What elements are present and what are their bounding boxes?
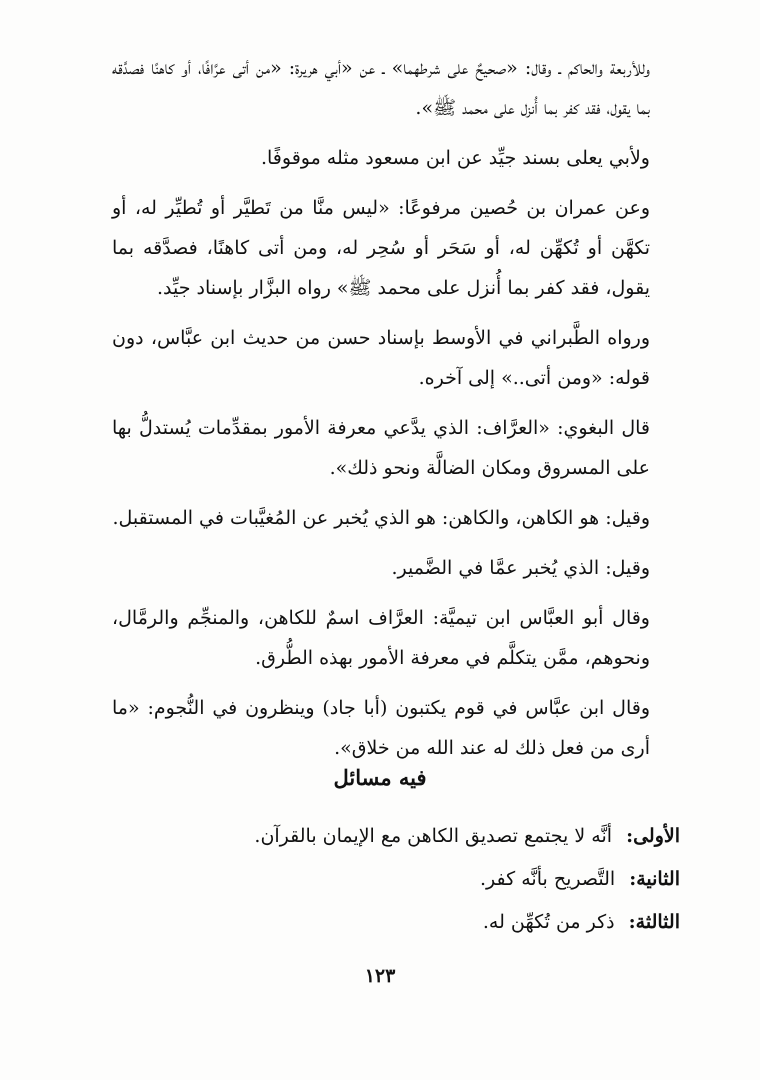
paragraph-4: ورواه الطَّبراني في الأوسط بإسناد حسن من حديث ابن عبَّاس، دون قوله: «ومن أتى..» إلى آخره. bbox=[112, 327, 650, 389]
section-heading: فيه مسائل bbox=[333, 765, 427, 790]
paragraph-1: وللأربعة والحاكم ـ وقال: «صحيحٌ على شرطهما» ـ عن «أبي هريرة: «من أتى عرَّافًا، أو كاهنًا فصدَّقه بما يقول، فقد كفر بما أُنزل على محمد ﷺ». bbox=[112, 57, 650, 119]
issue-item-3 bbox=[120, 901, 680, 944]
issue-item-1 bbox=[120, 815, 680, 858]
issue-label: الأولى: bbox=[626, 825, 680, 847]
issue-text: ذكر من تُكهِّن له. bbox=[482, 911, 615, 933]
issue-label: الثالثة: bbox=[628, 911, 680, 933]
page-number: ١٢٣ bbox=[364, 965, 396, 987]
paragraph-8: وقال أبو العبَّاس ابن تيميَّة: العرَّاف اسمٌ للكاهن، والمنجِّم والرمَّال، ونحوهم، ممَّن يتكلَّم في معرفة الأمور بهذه الطُّرق. bbox=[112, 607, 650, 669]
paragraph-7: وقيل: الذي يُخبر عمَّا في الضَّمير. bbox=[391, 557, 650, 579]
paragraph-6: وقيل: هو الكاهن، والكاهن: هو الذي يُخبر عن المُغيَّبات في المستقبل. bbox=[112, 507, 650, 529]
issue-text: أنَّه لا يجتمع تصديق الكاهن مع الإيمان بالقرآن. bbox=[254, 825, 613, 847]
paragraph-5: قال البغوي: «العرَّاف: الذي يدَّعي معرفة الأمور بمقدِّمات يُستدلُّ بها على المسروق ومكان الضالَّة ونحو ذلك». bbox=[112, 417, 650, 479]
paragraph-2: ولأبي يعلى بسند جيِّد عن ابن مسعود مثله موقوفًا. bbox=[260, 147, 650, 169]
main-text bbox=[112, 48, 650, 778]
issue-item-2 bbox=[120, 858, 680, 901]
issues-list bbox=[120, 815, 680, 944]
issue-text: التَّصريح بأنَّه كفر. bbox=[480, 868, 616, 890]
issue-label: الثانية: bbox=[629, 868, 680, 890]
paragraph-9: وقال ابن عبَّاس في قوم يكتبون (أبا جاد) وينظرون في النُّجوم: «ما أرى من فعل ذلك له عند الله من خلاق». bbox=[112, 697, 650, 759]
paragraph-3: وعن عمران بن حُصين مرفوعًا: «ليس منَّا من تَطيَّر أو تُطيِّر له، أو تكهَّن أو تُكهِّن له، أو سَحَر أو سُحِر له، ومن أتى كاهنًا، فصدَّقه بما يقول، فقد كفر بما أُنزل على محمد ﷺ» رواه البزَّار بإسناد جيِّد. bbox=[112, 197, 650, 299]
